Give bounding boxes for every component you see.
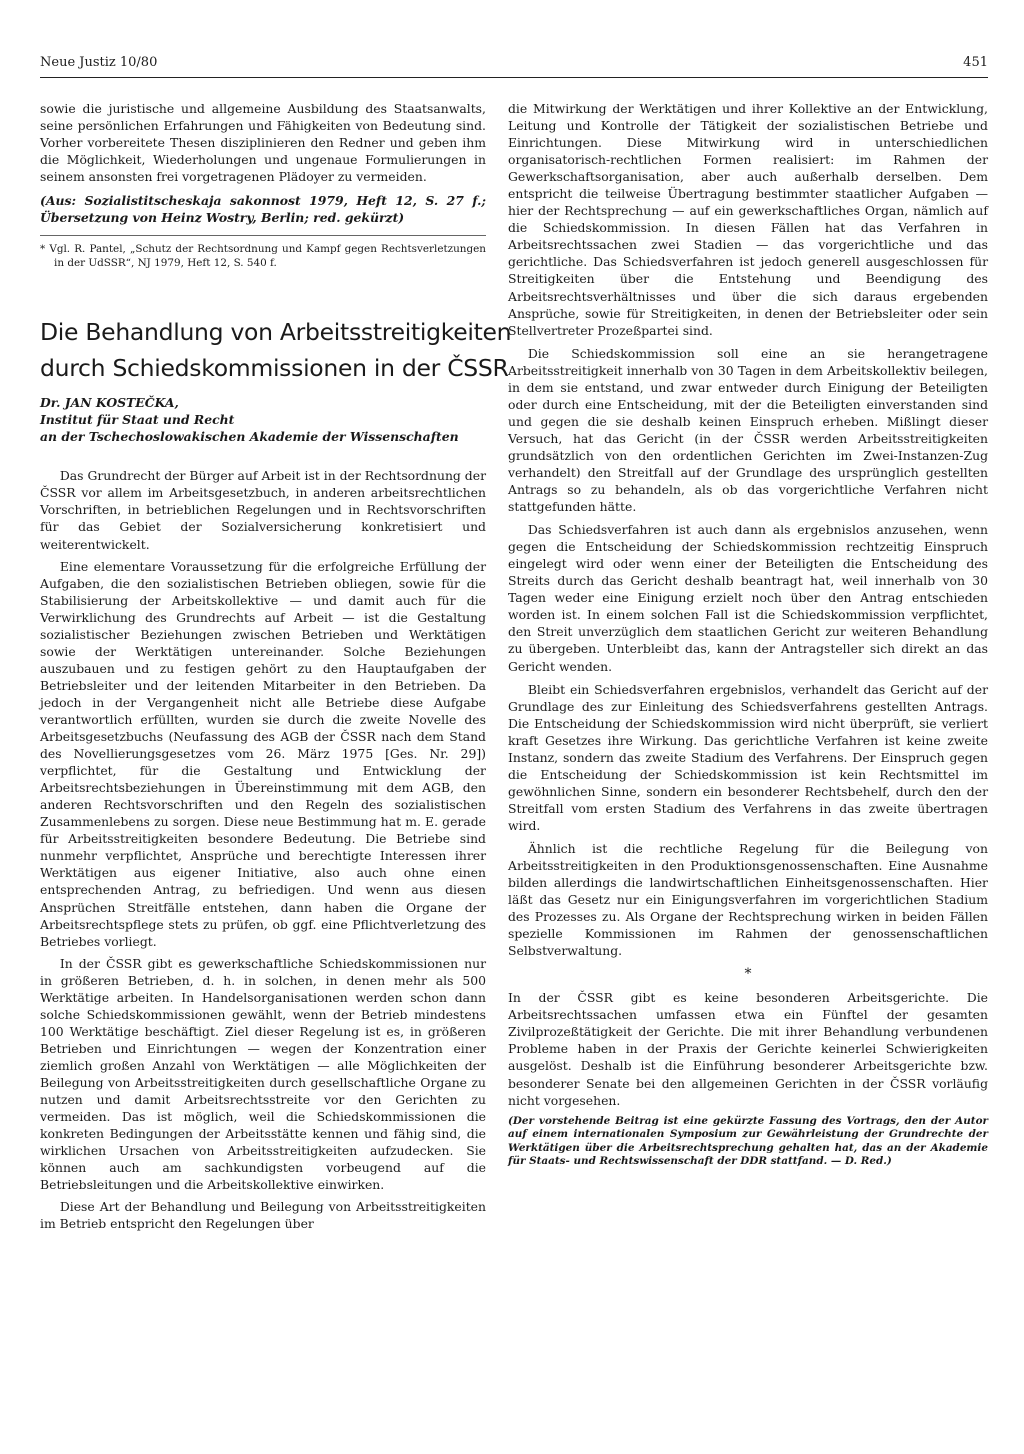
body-paragraph: Die Schiedskommission soll eine an sie herangetragene Arbeitsstreitigkeit innerhalb von 30 Tagen in dem Arbeitskollektiv beilegen, in dem sie entstand, und zwar entweder durch Einigung der Beteiligten oder durch eine Entscheidung, mit der die Beteiligten einverstanden sind und gegen die sie deshalb keinen Einspruch erheben. Mißlingt dieser Versuch, hat das Gericht (in der ČSSR werden Arbeitsstreitigkeiten grundsätzlich von den ordentlichen Gerichten im Zwei-Instanzen-Zug verhandelt) den Streitfall auf der Grundlage des ursprünglich gestellten Antrags so zu behandeln, als ob das vorgerichtliche Verfahren nicht stattgefunden hätte. — [508, 345, 988, 515]
body-paragraph: Diese Art der Behandlung und Beilegung von Arbeitsstreitigkeiten im Betrieb entspricht den Regelungen über — [40, 1199, 486, 1232]
editor-note: (Der vorstehende Beitrag ist eine gekürzte Fassung des Vortrags, den der Autor auf einem internationalen Symposium zur Gewährleistung der Grundrechte der Werktätigen über die Arbeitsrechtsprechung gehalten hat, das an der Akademie für Staats- und Rechtswissenschaft der DDR stattfand. — D. Red.) — [508, 1114, 988, 1168]
byline — [40, 394, 486, 445]
closing-paragraph: In der ČSSR gibt es keine besonderen Arbeitsgerichte. Die Arbeitsrechtssachen umfassen etwa ein Fünftel der gesamten Zivilprozeßtätigkeit der Gerichte. Die mit ihrer Behandlung verbundenen Probleme haben in der Praxis der Gerichte keinerlei Schwierigkeiten ausgelöst. Deshalb ist die Einführung besonderer Arbeitsgerichte bzw. besonderer Senate bei den allgemeinen Gerichten in der ČSSR vorläufig nicht vorgesehen. — [508, 990, 988, 1108]
journal-title: Neue Justiz 10/80 — [40, 55, 158, 70]
article-title-line-2: durch Schiedskommissionen in der ČSSR — [40, 354, 509, 383]
section-separator: * — [744, 966, 752, 983]
header-rule — [40, 77, 988, 78]
page-number: 451 — [963, 55, 988, 70]
author-affiliation-1: Institut für Staat und Recht — [40, 412, 235, 428]
body-paragraph: Ähnlich ist die rechtliche Regelung für die Beilegung von Arbeitsstreitigkeiten in den Produktionsgenossenschaften. Eine Ausnahme bilden allerdings die landwirtschaftlichen Einheitsgenossenschaften. Hier läßt das Gesetz nur ein Einigungsverfahren im vorgerichtlichen Stadium des Prozesses zu. Als Organe der Rechtsprechung wirken in beiden Fällen spezielle Kommissionen im Rahmen der genossenschaftlichen Selbstverwaltung. — [508, 840, 988, 959]
body-paragraph: Bleibt ein Schiedsverfahren ergebnislos, verhandelt das Gericht auf der Grundlage des zur Einleitung des Schiedsverfahrens gestellten Antrags. Die Entscheidung der Schiedskommission wird nicht überprüft, sie verliert kraft Gesetzes ihre Wirkung. Das gerichtliche Verfahren ist keine zweite Instanz, sondern das zweite Stadium des Verfahrens. Der Einspruch gegen die Entscheidung der Schiedskommission ist kein Rechtsmittel im gewöhnlichen Sinne, sondern ein besonderer Rechtsbehelf, durch den der Streitfall vom ersten Stadium des Verfahrens in das zweite übertragen wird. — [508, 681, 988, 833]
footnote-rule — [40, 235, 486, 236]
right-column — [508, 100, 988, 1169]
source-note: (Aus: Sozialistitscheskaja sakonnost 1979, Heft 12, S. 27 f.; Übersetzung von Heinz Wostry, Berlin; red. gekürzt) — [40, 193, 486, 226]
body-paragraph: Eine elementare Voraussetzung für die erfolgreiche Erfüllung der Aufgaben, die den sozialistischen Betrieben obliegen, sowie für die Stabilisierung der Arbeitskollektive — und damit auch für die Verwirklichung des Grundrechts auf Arbeit — ist die Gestaltung sozialistischer Beziehungen zwischen Betrieben und Werktätigen sowie der Werktätigen untereinander. Solche Beziehungen auszubauen und zu festigen gehört zu den Hauptaufgaben der Betriebsleiter und der leitenden Mitarbeiter in den Betrieben. Da jedoch in der Vergangenheit nicht alle Betriebe diese Aufgabe verantwortlich erfüllten, wurden sie durch die zweite Novelle des Arbeitsgesetzbuchs (Neufassung des AGB der ČSSR nach dem Stand des Novellierungsgesetzes vom 26. März 1975 [Ges. Nr. 29]) verpflichtet, für die Gestaltung und Entwicklung der Arbeitsrechtsbeziehungen in Übereinstimmung mit dem AGB, den anderen Rechtsvorschriften und den Regeln des sozialistischen Zusammenlebens zu sorgen. Diese neue Bestimmung hat m. E. gerade für Arbeitsstreitigkeiten besondere Bedeutung. Die Betriebe sind nunmehr verpflichtet, Ansprüche und berechtigte Interessen ihrer Werktätigen aus eigener Initiative, also auch ohne einen entsprechenden Antrag, zu befriedigen. Und wenn aus diesen Ansprüchen Streitfälle entstehen, dann haben die Organe der Arbeitsrechtspflege stets zu prüfen, ob ggf. eine Pflichtverletzung des Betriebes vorliegt. — [40, 558, 486, 949]
body-paragraph: In der ČSSR gibt es gewerkschaftliche Schiedskommissionen nur in größeren Betrieben, d. h. in solchen, in denen mehr als 500 Werktätige arbeiten. In Handelsorganisationen werden schon dann solche Schiedskommissionen gewählt, wenn der Betrieb mindestens 100 Werktätige beschäftigt. Ziel dieser Regelung ist es, in größeren Betrieben und Einrichtungen — wegen der Konzentration einer ziemlich großen Anzahl von Werktätigen — alle Möglichkeiten der Beilegung von Arbeitsstreitigkeiten durch gesellschaftliche Organe zu nutzen und damit Arbeitsrechtsstreite vor den Gerichten zu vermeiden. Das ist möglich, weil die Schiedskommissionen die konkreten Bedingungen der Arbeitsstätte kennen und fähig sind, die wirklichen Ursachen von Arbeitsstreitigkeiten aufzudecken. Sie können auch am sachkundigsten vorbeugend auf die Betriebsleitungen und die Arbeitskollektive einwirken. — [40, 955, 486, 1193]
running-header — [40, 54, 988, 72]
footnote: * Vgl. R. Pantel, „Schutz der Rechtsordnung und Kampf gegen Rechtsverletzungen in der UdSSR“, NJ 1979, Heft 12, S. 540 f. — [40, 243, 486, 270]
body-paragraph: Das Schiedsverfahren ist auch dann als ergebnislos anzusehen, wenn gegen die Entscheidung der Schiedskommission rechtzeitig Einspruch eingelegt wird oder wenn einer der Beteiligten die Entscheidung des Streits durch das Gericht deshalb beantragt hat, weil innerhalb von 30 Tagen weder eine Einigung erzielt noch über den Antrag entschieden worden ist. In einem solchen Fall ist die Schiedskommission verpflichtet, den Streit unverzüglich dem staatlichen Gericht zur weiteren Behandlung zu übergeben. Unterbleibt das, kann der Antragsteller sich direkt an das Gericht wenden. — [508, 522, 988, 674]
article-title — [40, 314, 512, 386]
body-paragraph: Das Grundrecht der Bürger auf Arbeit ist in der Rechtsordnung der ČSSR vor allem im Arbeitsgesetzbuch, in anderen arbeitsrechtlichen Vorschriften, in betrieblichen Regelungen und in Rechtsvorschriften für das Gebiet der Sozialversicherung konkretisiert und weiterentwickelt. — [40, 468, 486, 552]
intro-paragraph: sowie die juristische und allgemeine Ausbildung des Staatsanwalts, seine persönlichen Erfahrungen und Fähigkeiten von Bedeutung sind. Vorher vorbereitete Thesen disziplinieren den Redner und geben ihm die Möglichkeit, Wiederholungen und ungenaue Formulierungen in seinem ansonsten frei vorgetragenen Plädoyer zu vermeiden. — [40, 101, 486, 185]
left-column — [40, 100, 512, 1232]
author-name: Dr. JAN KOSTEČKA, — [40, 395, 179, 411]
article-title-line-1: Die Behandlung von Arbeitsstreitigkeiten — [40, 318, 512, 347]
body-paragraph: die Mitwirkung der Werktätigen und ihrer Kollektive an der Entwicklung, Leitung und Kontrolle der Tätigkeit der sozialistischen Betriebe und Einrichtungen. Diese Mitwirkung wird in unterschiedlichen organisatorisch-rechtlichen Formen realisiert: im Rahmen der Gewerkschaftsorganisation, aber auch außerhalb derselben. Dem entspricht die teilweise Übertragung bestimmter staatlicher Aufgaben — hier der Rechtsprechung — auf ein gewerkschaftliches Organ, nämlich auf die Schiedskommission. In diesen Fällen hat das Verfahren in Arbeitsrechtssachen zwei Stadien — das vorgerichtliche und das gerichtliche. Das Schiedsverfahren ist jedoch generell ausgeschlossen für Streitigkeiten über die Entstehung und Beendigung des Arbeitsrechtsverhältnisses und über die sich daraus ergebenden Ansprüche, sowie für Streitigkeiten, in denen der Betriebsleiter oder sein Stellvertreter Prozeßpartei sind. — [508, 101, 988, 338]
author-affiliation-2: an der Tschechoslowakischen Akademie der Wissenschaften — [40, 429, 459, 445]
